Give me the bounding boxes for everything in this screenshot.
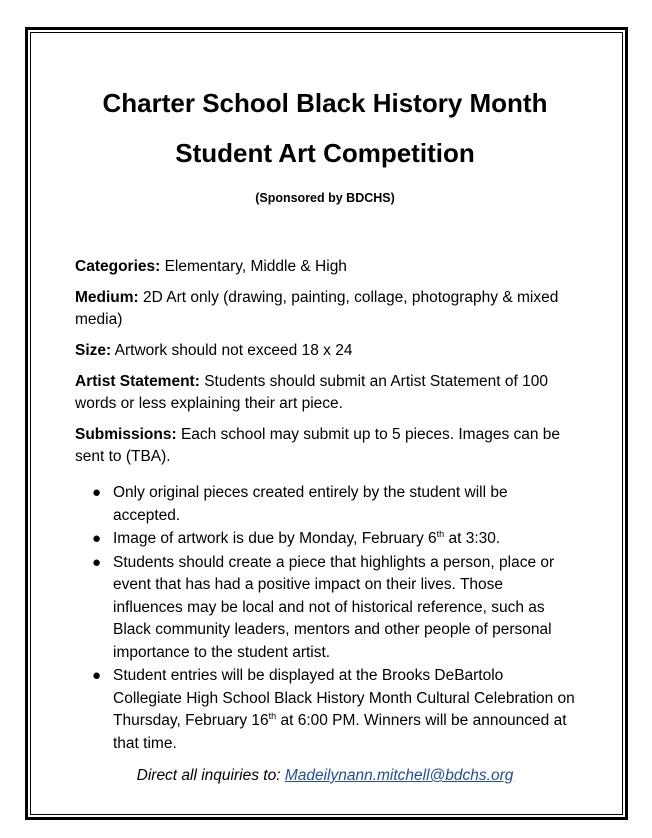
rule-due-date: Image of artwork is due by Monday, February 6 xyxy=(113,530,437,547)
submissions-paragraph xyxy=(75,424,575,468)
ordinal-suffix: th xyxy=(436,528,445,539)
ordinal-suffix: th xyxy=(268,710,277,721)
contact-line xyxy=(75,765,575,787)
submissions-label: Submissions: xyxy=(75,426,177,443)
rule-display-time: at 6:00 PM. Winners will be announced at that time. xyxy=(113,712,567,752)
rule-display: Student entries will be displayed at the Brooks DeBartolo Collegiate High School Black History Month Cultural Celebration on Thursday, February 16 xyxy=(113,667,575,729)
flyer-content xyxy=(75,78,575,787)
rule-theme: Students should create a piece that highlights a person, place or event that has had a positive impact on their lives. Those influences may be local and not of historical reference, such as Black community leaders, mentors and other people of personal importance to the student artist. xyxy=(113,553,555,661)
submissions-text: Each school may submit up to 5 pieces. Images can be sent to (TBA). xyxy=(75,426,561,465)
bullet-icon: ● xyxy=(92,667,102,684)
contact-prefix: Direct all inquiries to: xyxy=(136,767,285,784)
title-line-1: Charter School Black History Month xyxy=(102,88,548,118)
artist-statement-paragraph xyxy=(75,371,575,415)
medium-paragraph xyxy=(75,287,575,331)
title-line-2: Student Art Competition xyxy=(175,138,475,168)
size-paragraph xyxy=(75,340,575,362)
size-text: Artwork should not exceed 18 x 24 xyxy=(111,342,353,359)
artist-statement-label: Artist Statement: xyxy=(75,373,200,390)
email-link[interactable]: Madeilynann.mitchell@bdchs.org xyxy=(284,767,514,784)
bullet-icon: ● xyxy=(92,484,102,501)
size-label: Size: xyxy=(75,342,112,359)
categories-text: Elementary, Middle & High xyxy=(160,258,347,275)
medium-text: 2D Art only (drawing, painting, collage, photography & mixed media) xyxy=(75,289,559,328)
list-item xyxy=(75,482,575,527)
categories-label: Categories: xyxy=(75,258,161,275)
list-item xyxy=(75,528,575,551)
sponsor-note: (Sponsored by BDCHS) xyxy=(255,191,395,205)
artist-statement-text: Students should submit an Artist Statement of 100 words or less explaining their art piece. xyxy=(75,373,548,412)
rule-due-time: at 3:30. xyxy=(444,530,501,547)
list-item xyxy=(75,665,575,755)
medium-label: Medium: xyxy=(75,289,139,306)
rule-original-work: Only original pieces created entirely by the student will be accepted. xyxy=(113,484,508,524)
bullet-icon: ● xyxy=(92,530,102,547)
rules-list xyxy=(75,482,575,755)
bullet-icon: ● xyxy=(92,553,102,571)
list-item xyxy=(75,552,575,665)
categories-paragraph xyxy=(75,256,575,278)
